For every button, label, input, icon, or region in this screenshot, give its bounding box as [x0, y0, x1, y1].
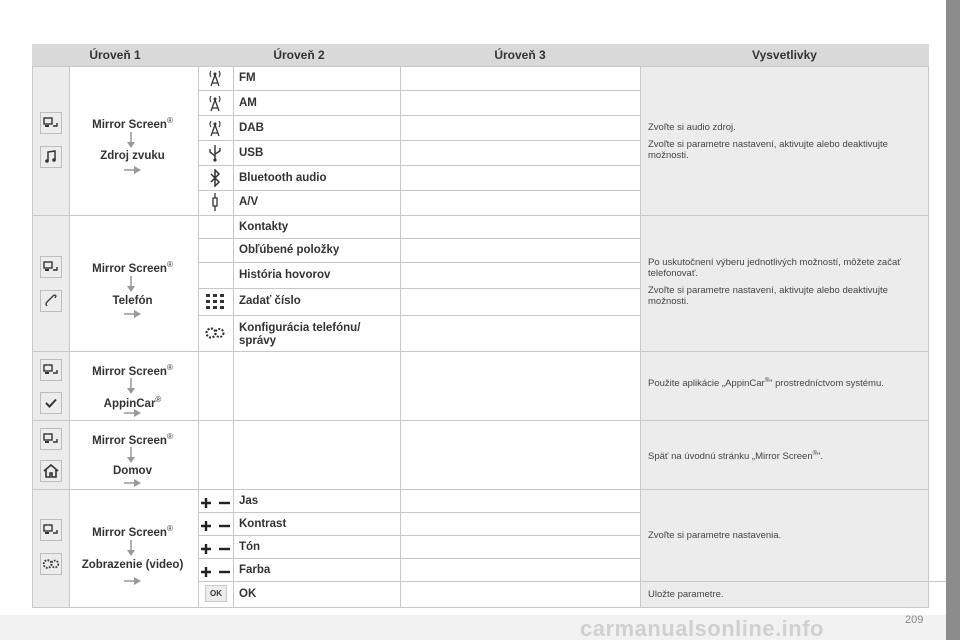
option-dab: DAB: [239, 122, 264, 134]
section-appincar-sub: AppinCar®: [103, 395, 162, 410]
section-video-sub: Zobrazenie (video): [81, 559, 184, 571]
right-arrow-icon: [124, 408, 142, 418]
option-favorites: Obľúbené položky: [239, 244, 340, 256]
header-level-3: Úroveň 3: [400, 44, 640, 66]
section-video-title: Mirror Screen®: [92, 524, 173, 539]
settings-gears-icon: [40, 553, 62, 575]
option-brightness: Jas: [239, 495, 259, 507]
option-contacts: Kontakty: [239, 221, 289, 233]
radio-antenna-icon: [205, 118, 225, 138]
page-number: 209: [905, 614, 924, 626]
home-explanation: Späť na úvodnú stránku „Mirror Screen®".: [648, 451, 824, 463]
keypad-icon: [205, 292, 225, 312]
mirror-screen-icon: [40, 519, 62, 541]
radio-antenna-icon: [205, 68, 225, 88]
section-home-title: Mirror Screen®: [92, 432, 173, 447]
mirror-screen-icon: [40, 256, 62, 278]
watermark-text: carmanualsonline.info: [580, 616, 824, 641]
checkmark-icon: [40, 392, 62, 414]
section-phone-sub: Telefón: [112, 295, 153, 307]
right-arrow-icon: [124, 576, 142, 586]
usb-icon: [205, 143, 225, 163]
option-phone-config: Konfigurácia telefónu/ správy: [239, 322, 361, 347]
header-explanations: Vysvetlivky: [640, 44, 929, 66]
video-ok-explanation: Uložte parametre.: [648, 589, 724, 600]
option-color: Farba: [239, 564, 271, 576]
appincar-explanation: Použite aplikácie „AppinCar®" prostredníctvom systému.: [648, 378, 884, 390]
video-explanation: Zvoľte si parametre nastavenia.: [648, 530, 782, 541]
right-arrow-icon: [124, 478, 142, 488]
option-call-history: História hovorov: [239, 269, 331, 281]
option-tone: Tón: [239, 541, 261, 553]
option-am: AM: [239, 97, 257, 109]
section-appincar-title: Mirror Screen®: [92, 363, 173, 378]
option-ok: OK: [239, 588, 257, 600]
option-bluetooth-audio: Bluetooth audio: [239, 172, 327, 184]
mirror-screen-icon: [40, 428, 62, 450]
option-contrast: Kontrast: [239, 518, 287, 530]
down-arrow-icon: [126, 276, 136, 292]
bluetooth-icon: [205, 168, 225, 188]
ok-icon: OK: [205, 585, 227, 602]
section-phone-title: Mirror Screen®: [92, 260, 173, 275]
section-audio-title: Mirror Screen®: [92, 116, 173, 131]
option-dial-number: Zadať číslo: [239, 295, 301, 307]
settings-gears-icon: [205, 323, 225, 343]
plus-minus-icon: [200, 493, 232, 513]
down-arrow-icon: [126, 378, 136, 394]
option-fm: FM: [239, 72, 256, 84]
header-level-2: Úroveň 2: [198, 44, 400, 66]
aux-jack-icon: [205, 192, 225, 212]
menu-table: [32, 44, 929, 608]
header-level-1: Úroveň 1: [32, 44, 198, 66]
audio-explanation: Zvoľte si audio zdroj. Zvoľte si parametre nastavení, aktivujte alebo deaktivujte možnosti.: [648, 122, 888, 161]
section-audio-sub: Zdroj zvuku: [100, 150, 165, 162]
down-arrow-icon: [126, 540, 136, 556]
music-note-icon: [40, 146, 62, 168]
right-arrow-icon: [124, 309, 142, 319]
down-arrow-icon: [126, 447, 136, 463]
plus-minus-icon: [200, 539, 232, 559]
side-tab: [946, 0, 960, 640]
option-usb: USB: [239, 147, 264, 159]
phone-handset-icon: [40, 290, 62, 312]
plus-minus-icon: [200, 516, 232, 536]
plus-minus-icon: [200, 562, 232, 582]
section-home-sub: Domov: [113, 465, 152, 477]
mirror-screen-icon: [40, 112, 62, 134]
mirror-screen-icon: [40, 359, 62, 381]
right-arrow-icon: [124, 165, 142, 175]
home-icon: [40, 460, 62, 482]
phone-explanation: Po uskutočnení výberu jednotlivých možností, môžete začať telefonovať. Zvoľte si parametre nastavení, aktivujte alebo deaktivujte možnosti.: [648, 257, 901, 307]
radio-antenna-icon: [205, 93, 225, 113]
option-av: A/V: [239, 196, 259, 208]
down-arrow-icon: [126, 132, 136, 148]
